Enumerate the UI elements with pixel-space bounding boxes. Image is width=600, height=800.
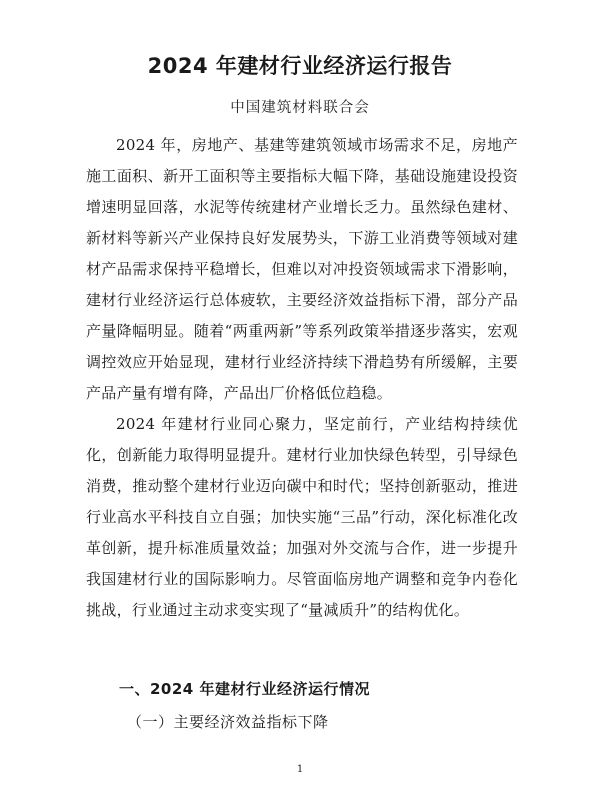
paragraph-2: 2024 年建材行业同心聚力，坚定前行，产业结构持续优化，创新能力取得明显提升。建材行业加快绿色转型，引导绿色消费，推动整个建材行业迈向碳中和时代；坚持创新驱动，推进行业高水平科技自立自强；加快实施“三品”行动，深化标准化改革创新，提升标准质量效益；加强对外交流与合作，进一步提升我国建材行业的国际影响力。尽管面临房地产调整和竞争内卷化挑战，行业通过主动求变实现了“量减质升”的结构优化。 xyxy=(86,415,518,619)
page-number: 1 xyxy=(296,764,304,775)
document-organization: 中国建筑材料联合会 xyxy=(230,100,370,116)
paragraph-1: 2024 年，房地产、基建等建筑领域市场需求不足，房地产施工面积、新开工面积等主要指标大幅下降，基础设施建设投资增速明显回落，水泥等传统建材产业增长乏力。虽然绿色建材、新材料等新兴产业保持良好发展势头，下游工业消费等领域对建材产品需求保持平稳增长，但难以对冲投资领域需求下滑影响，建材行业经济运行总体疲软，主要经济效益指标下滑，部分产品产量降幅明显。随着“两重两新”等系列政策举措逐步落实，宏观调控效应开始显现，建材行业经济持续下滑趋势有所缓解，主要产品产量有增有降，产品出厂价格低位趋稳。 xyxy=(86,136,518,402)
document-body xyxy=(86,130,518,626)
document-title: 2024 年建材行业经济运行报告 xyxy=(147,54,453,78)
section-heading: 一、2024 年建材行业经济运行情况 xyxy=(119,680,370,698)
subsection-heading: （一）主要经济效益指标下降 xyxy=(127,713,329,731)
